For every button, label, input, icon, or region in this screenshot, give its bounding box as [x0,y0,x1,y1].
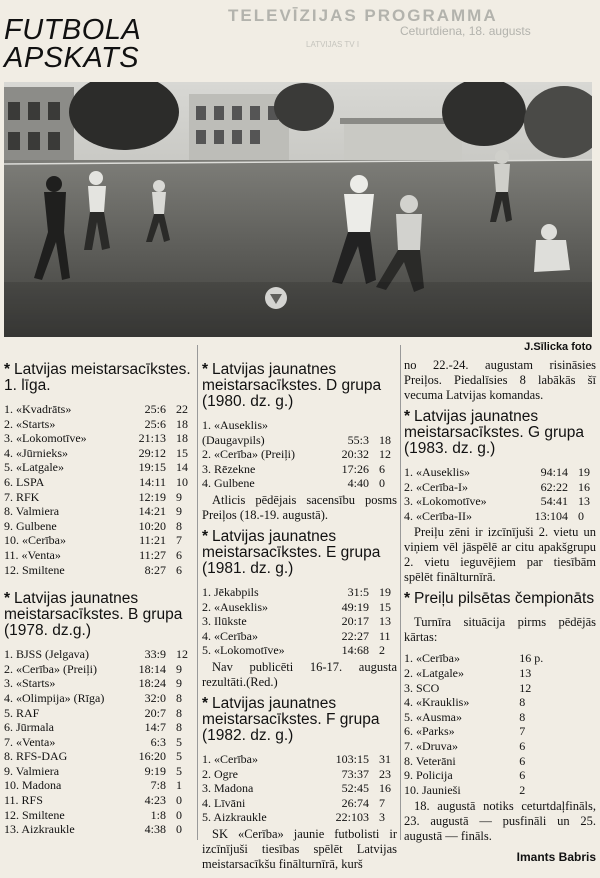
table-row [4,662,194,677]
goal-diff: 31:5 [347,584,369,599]
points: 6 [379,461,385,476]
headline-line-2: APSKATS [4,42,140,74]
goal-diff: 22:27 [341,628,369,643]
column-1 [4,356,194,837]
table-row [4,676,194,691]
team-name: 8. Veterāni [404,753,456,768]
team-name: 7. «Venta» [4,734,56,749]
goal-diff: 6:3 [150,734,166,749]
heading-text: Latvijas jaunatnes meistarsacīkstes. B grupa (1978. dz.g.) [4,590,183,640]
headline-line-1: FUTBOLA [4,14,142,46]
team-name: 10. Madona [4,778,62,793]
table-row [404,681,596,696]
section-heading: * Latvijas meistarsacīkstes. 1. līga. [4,361,191,394]
points: 8 [176,720,182,735]
team-name: 4. «Cerība» [202,628,258,643]
team-name: 4. Līvāni [202,795,246,810]
team-name: 2. «Auseklis» [202,599,268,614]
section-note: Preiļu zēni ir izcīnījuši 2. vietu un viņiem vēl jāspēlē ar citu apakšgrupu 2. vietu ieguvējiem par tiesībām spēlēt finālturnīrā. [404,525,596,585]
table-row [4,764,194,779]
table-row [202,600,397,615]
goal-diff: 13:104 [534,508,568,523]
table-row [4,460,194,475]
goal-diff: 25:6 [144,402,166,416]
team-name: 4. «Cerība-II» [404,508,472,523]
points: 9 [176,661,182,676]
section-heading: * Latvijas jaunatnes meistarsacīkstes. E grupa (1981. dz. g.) [202,527,381,577]
table-row [202,767,397,782]
continued-text: no 22.-24. augustam risināsies Preiļos. Piedalīsies 8 labākās šī vecuma Latvijas komandas. [404,358,596,402]
points: 5 [176,734,182,749]
team-name: 6. LSPA [4,474,45,489]
goal-diff: 29:12 [138,445,166,460]
team-name: 5. «Latgale» [4,460,64,475]
goal-diff: 4:38 [144,822,166,837]
table-row [404,695,596,710]
team-name: 3. Rēzekne [202,461,256,476]
table-row [4,749,194,764]
goal-diff: 12:19 [138,489,166,504]
goal-diff: 33:9 [144,647,166,662]
table-row [404,710,596,725]
table-row [404,666,596,681]
section-heading: * Preiļu pilsētas čempionāts [404,590,595,608]
points: 0 [176,807,182,822]
points: 18 [176,431,188,446]
points: 15 [176,445,188,460]
team-name: 6. Jūrmala [4,720,54,735]
points: 12 [176,647,188,662]
points: 19 [578,465,590,479]
goal-diff: 94:14 [540,465,568,479]
table-row [4,706,194,721]
team-name: 5. Aizkraukle [202,810,267,825]
points [379,418,397,433]
section-heading: * Latvijas jaunatnes meistarsacīkstes. G grupa (1983. dz. g.) [404,408,585,457]
football-photo [4,82,592,337]
team-name: 4. «Jūrnieks» [4,445,68,460]
points: 15 [379,599,391,614]
points: 22 [176,402,188,416]
points: 16 p. [519,651,544,666]
team-name: 8. RFS-DAG [4,749,68,764]
ghost-channel: LATVIJAS TV I [306,40,360,49]
points: 31 [379,751,391,766]
table-row [202,462,397,477]
goal-diff: 18:24 [138,676,166,691]
column-2 [202,356,397,878]
team-name: 3. Ilūkste [202,614,247,629]
table-row [4,446,194,461]
table-row [404,754,596,769]
goal-diff: 103:15 [335,751,369,766]
team-name: 1. «Cerība» [202,751,258,766]
points: 2 [379,643,385,658]
points: 8 [176,518,182,533]
points: 13 [519,665,532,680]
section-heading: * Latvijas jaunatnes meistarsacīkstes. D grupa (1980. dz. g.) [202,361,382,410]
table-row [4,720,194,735]
goal-diff: 55:3 [347,432,369,447]
team-name: 5. «Ausma» [404,709,462,724]
team-name: 4. «Krauklis» [404,695,470,710]
column-divider [400,345,401,840]
goal-diff: 32:0 [144,690,166,705]
team-name: 4. Gulbene [202,476,255,491]
heading-text: Latvijas jaunatnes meistarsacīkstes. E grupa (1981. dz. g.) [202,527,381,577]
points: 1 [176,778,182,793]
team-name: 9. Valmiera [4,763,60,778]
heading-text: Latvijas jaunatnes meistarsacīkstes. F grupa (1982. dz. g.) [202,694,380,744]
team-name: 4. «Olimpija» (Rīga) [4,690,105,705]
points: 23 [379,766,391,781]
standings-table [202,752,397,825]
team-name: 2. Ogre [202,766,238,781]
team-name: 3. «Lokomotīve» [404,494,487,509]
table-row [4,563,194,578]
goal-diff: 14:7 [144,720,166,735]
table-row [4,504,194,519]
team-name: 12. Smiltene [4,807,65,822]
goal-diff: 25:6 [144,416,166,431]
points: 9 [176,504,182,519]
points: 7 [519,724,526,739]
points: 6 [176,547,182,562]
points: 18 [379,432,391,447]
table-row [404,651,596,666]
points: 9 [176,676,182,691]
ghost-subtitle: Ceturtdiena, 18. augusts [400,24,531,38]
section-intro: Turnīra situācija pirms pēdējās kārtas: [404,615,596,645]
standings-table [202,418,397,491]
points: 0 [176,822,182,837]
goal-diff: 16:20 [138,749,166,764]
points: 8 [176,705,182,720]
table-row [202,810,397,825]
goal-diff: 11:21 [139,533,166,548]
goal-diff: 62:22 [540,479,568,494]
table-row [4,490,194,505]
goal-diff: 20:7 [144,705,166,720]
goal-diff: 7:8 [150,778,166,793]
team-name: 1. «Cerība» [404,651,460,666]
points: 6 [519,738,526,753]
section-heading: * Latvijas jaunatnes meistarsacīkstes. F grupa (1982. dz. g.) [202,694,380,744]
table-row [4,475,194,490]
section-heading: * Latvijas jaunatnes meistarsacīkstes. B grupa (1978. dz.g.) [4,590,183,640]
team-name: 1. BJSS (Jelgava) [4,647,89,662]
team-name: 10. Jaunieši [404,782,461,797]
points: 0 [578,508,584,523]
team-name: 2. «Starts» [4,416,56,431]
team-name: (Daugavpils) [202,432,265,447]
table-row [202,752,397,767]
goal-diff: 14:21 [138,504,166,519]
points: 9 [176,489,182,504]
table-row [202,476,397,491]
team-name: 5. RAF [4,705,40,720]
goal-diff: 9:19 [144,763,166,778]
table-row [202,781,397,796]
team-name: 8. Valmiera [4,504,60,519]
team-name: 12. Smiltene [4,562,65,577]
points: 13 [379,614,391,629]
team-name: 13. Aizkraukle [4,822,75,837]
team-name: 11. «Venta» [4,547,61,562]
points: 5 [176,763,182,778]
points: 7 [379,795,385,810]
team-name: 9. Policija [404,768,453,783]
ghost-title: TELEVĪZIJAS PROGRAMMA [228,6,498,25]
bleed-through-header [210,2,600,82]
points: 5 [176,749,182,764]
goal-diff: 20:17 [341,614,369,629]
goal-diff: 4:40 [347,476,369,491]
goal-diff: 73:37 [341,766,369,781]
goal-diff: 54:41 [540,494,568,509]
points: 0 [176,793,182,808]
team-name: 1. Jēkabpils [202,584,259,599]
goal-diff: 4:23 [144,793,166,808]
points: 19 [379,584,391,599]
heading-text: Latvijas jaunatnes meistarsacīkstes. G grupa (1983. dz. g.) [404,408,585,457]
table-row [4,431,194,446]
table-row [4,822,194,837]
points: 16 [578,479,590,494]
points: 18 [176,416,188,431]
table-row [404,509,596,524]
table-row [404,494,596,509]
column-divider [197,345,198,840]
table-row [4,778,194,793]
heading-text: Latvijas meistarsacīkstes. 1. līga. [4,361,191,394]
standings-table [404,651,596,797]
goal-diff: 18:14 [138,661,166,676]
goal-diff: 8:27 [144,562,166,577]
goal-diff [319,418,379,433]
standings-table [202,585,397,658]
goal-diff: 49:19 [341,599,369,614]
table-row [4,793,194,808]
points: 6 [176,562,182,577]
points: 12 [519,680,532,695]
heading-text: Latvijas jaunatnes meistarsacīkstes. D grupa (1980. dz. g.) [202,361,382,410]
points: 13 [578,494,590,509]
table-row [404,739,596,754]
table-row [202,585,397,600]
page-headline [4,16,141,72]
goal-diff: 14:11 [139,474,166,489]
team-name: 10. «Cerība» [4,533,66,548]
team-name: 3. «Starts» [4,676,56,691]
goal-diff: 11:27 [139,547,166,562]
team-name: 11. RFS [4,793,43,808]
points: 8 [176,690,182,705]
column-3 [404,356,596,865]
goal-diff: 20:32 [341,447,369,462]
table-row [4,548,194,563]
points: 3 [379,810,385,825]
team-name: 6. «Parks» [404,724,455,739]
team-name: 3. SCO [404,680,440,695]
goal-diff: 17:26 [341,461,369,476]
points: 14 [176,460,188,475]
team-name: 1. «Auseklis» [404,465,470,479]
team-name: 5. «Lokomotīve» [202,643,285,658]
team-name: 1. «Kvadrāts» [4,402,72,416]
standings-table [4,647,194,837]
photo-credit: J.Sīlicka foto [524,341,592,353]
points: 2 [519,782,526,797]
points: 8 [519,709,526,724]
goal-diff: 22:103 [335,810,369,825]
team-name: 2. «Cerība» (Preiļi) [4,661,97,676]
table-row [202,629,397,644]
table-row [202,614,397,629]
team-name: 1. «Auseklis» [202,418,268,432]
team-name: 9. Gulbene [4,518,57,533]
team-name: 2. «Cerība» (Preiļi) [202,447,295,462]
points: 0 [379,476,385,491]
section-note: SK «Cerība» jaunie futbolisti ir izcīnījuši tiesības spēlēt Latvijas meistarsacīkšu finālturnīrā, kurš [202,826,397,871]
team-name: 7. RFK [4,489,40,504]
standings-table [404,465,596,523]
points: 7 [176,533,182,548]
goal-diff: 21:13 [138,431,166,446]
table-row [4,735,194,750]
table-row [4,402,194,417]
goal-diff: 14:68 [341,643,369,658]
table-row [4,533,194,548]
points: 11 [379,628,391,643]
table-row [404,480,596,495]
table-row [404,768,596,783]
goal-diff: 19:15 [138,460,166,475]
team-name: 3. «Lokomotīve» [4,431,87,446]
table-row [404,465,596,480]
points: 8 [519,695,526,710]
table-row [202,796,397,811]
table-row [4,691,194,706]
article-author: Imants Babris [516,850,596,865]
table-row [4,808,194,823]
team-name: 2. «Latgale» [404,665,464,680]
points: 16 [379,781,391,796]
standings-table [4,402,194,577]
goal-diff: 52:45 [341,781,369,796]
goal-diff: 26:74 [341,795,369,810]
table-row [4,417,194,432]
team-name: 3. Madona [202,781,254,796]
points: 6 [519,768,526,783]
goal-diff: 10:20 [138,518,166,533]
points: 12 [379,447,391,462]
team-name: 7. «Druva» [404,738,458,753]
section-note: 18. augustā notiks ceturtdaļfināls, 23. augustā — pusfināli un 25. augustā — fināls. [404,799,596,844]
team-name: 2. «Cerība-I» [404,479,468,494]
points: 6 [519,753,526,768]
section-note: Atlicis pēdējais sacensību posms Preiļos (18.-19. augustā). [202,492,397,522]
points: 10 [176,474,188,489]
table-row [202,433,397,448]
table-row [4,647,194,662]
heading-text: Preiļu pilsētas čempionāts [414,590,595,608]
table-row [4,519,194,534]
table-row [404,783,596,798]
table-row [404,724,596,739]
table-row [202,418,397,433]
table-row [202,643,397,658]
table-row [202,447,397,462]
section-note: Nav publicēti 16-17. augusta rezultāti.(Red.) [202,659,397,689]
goal-diff: 1:8 [150,807,166,822]
